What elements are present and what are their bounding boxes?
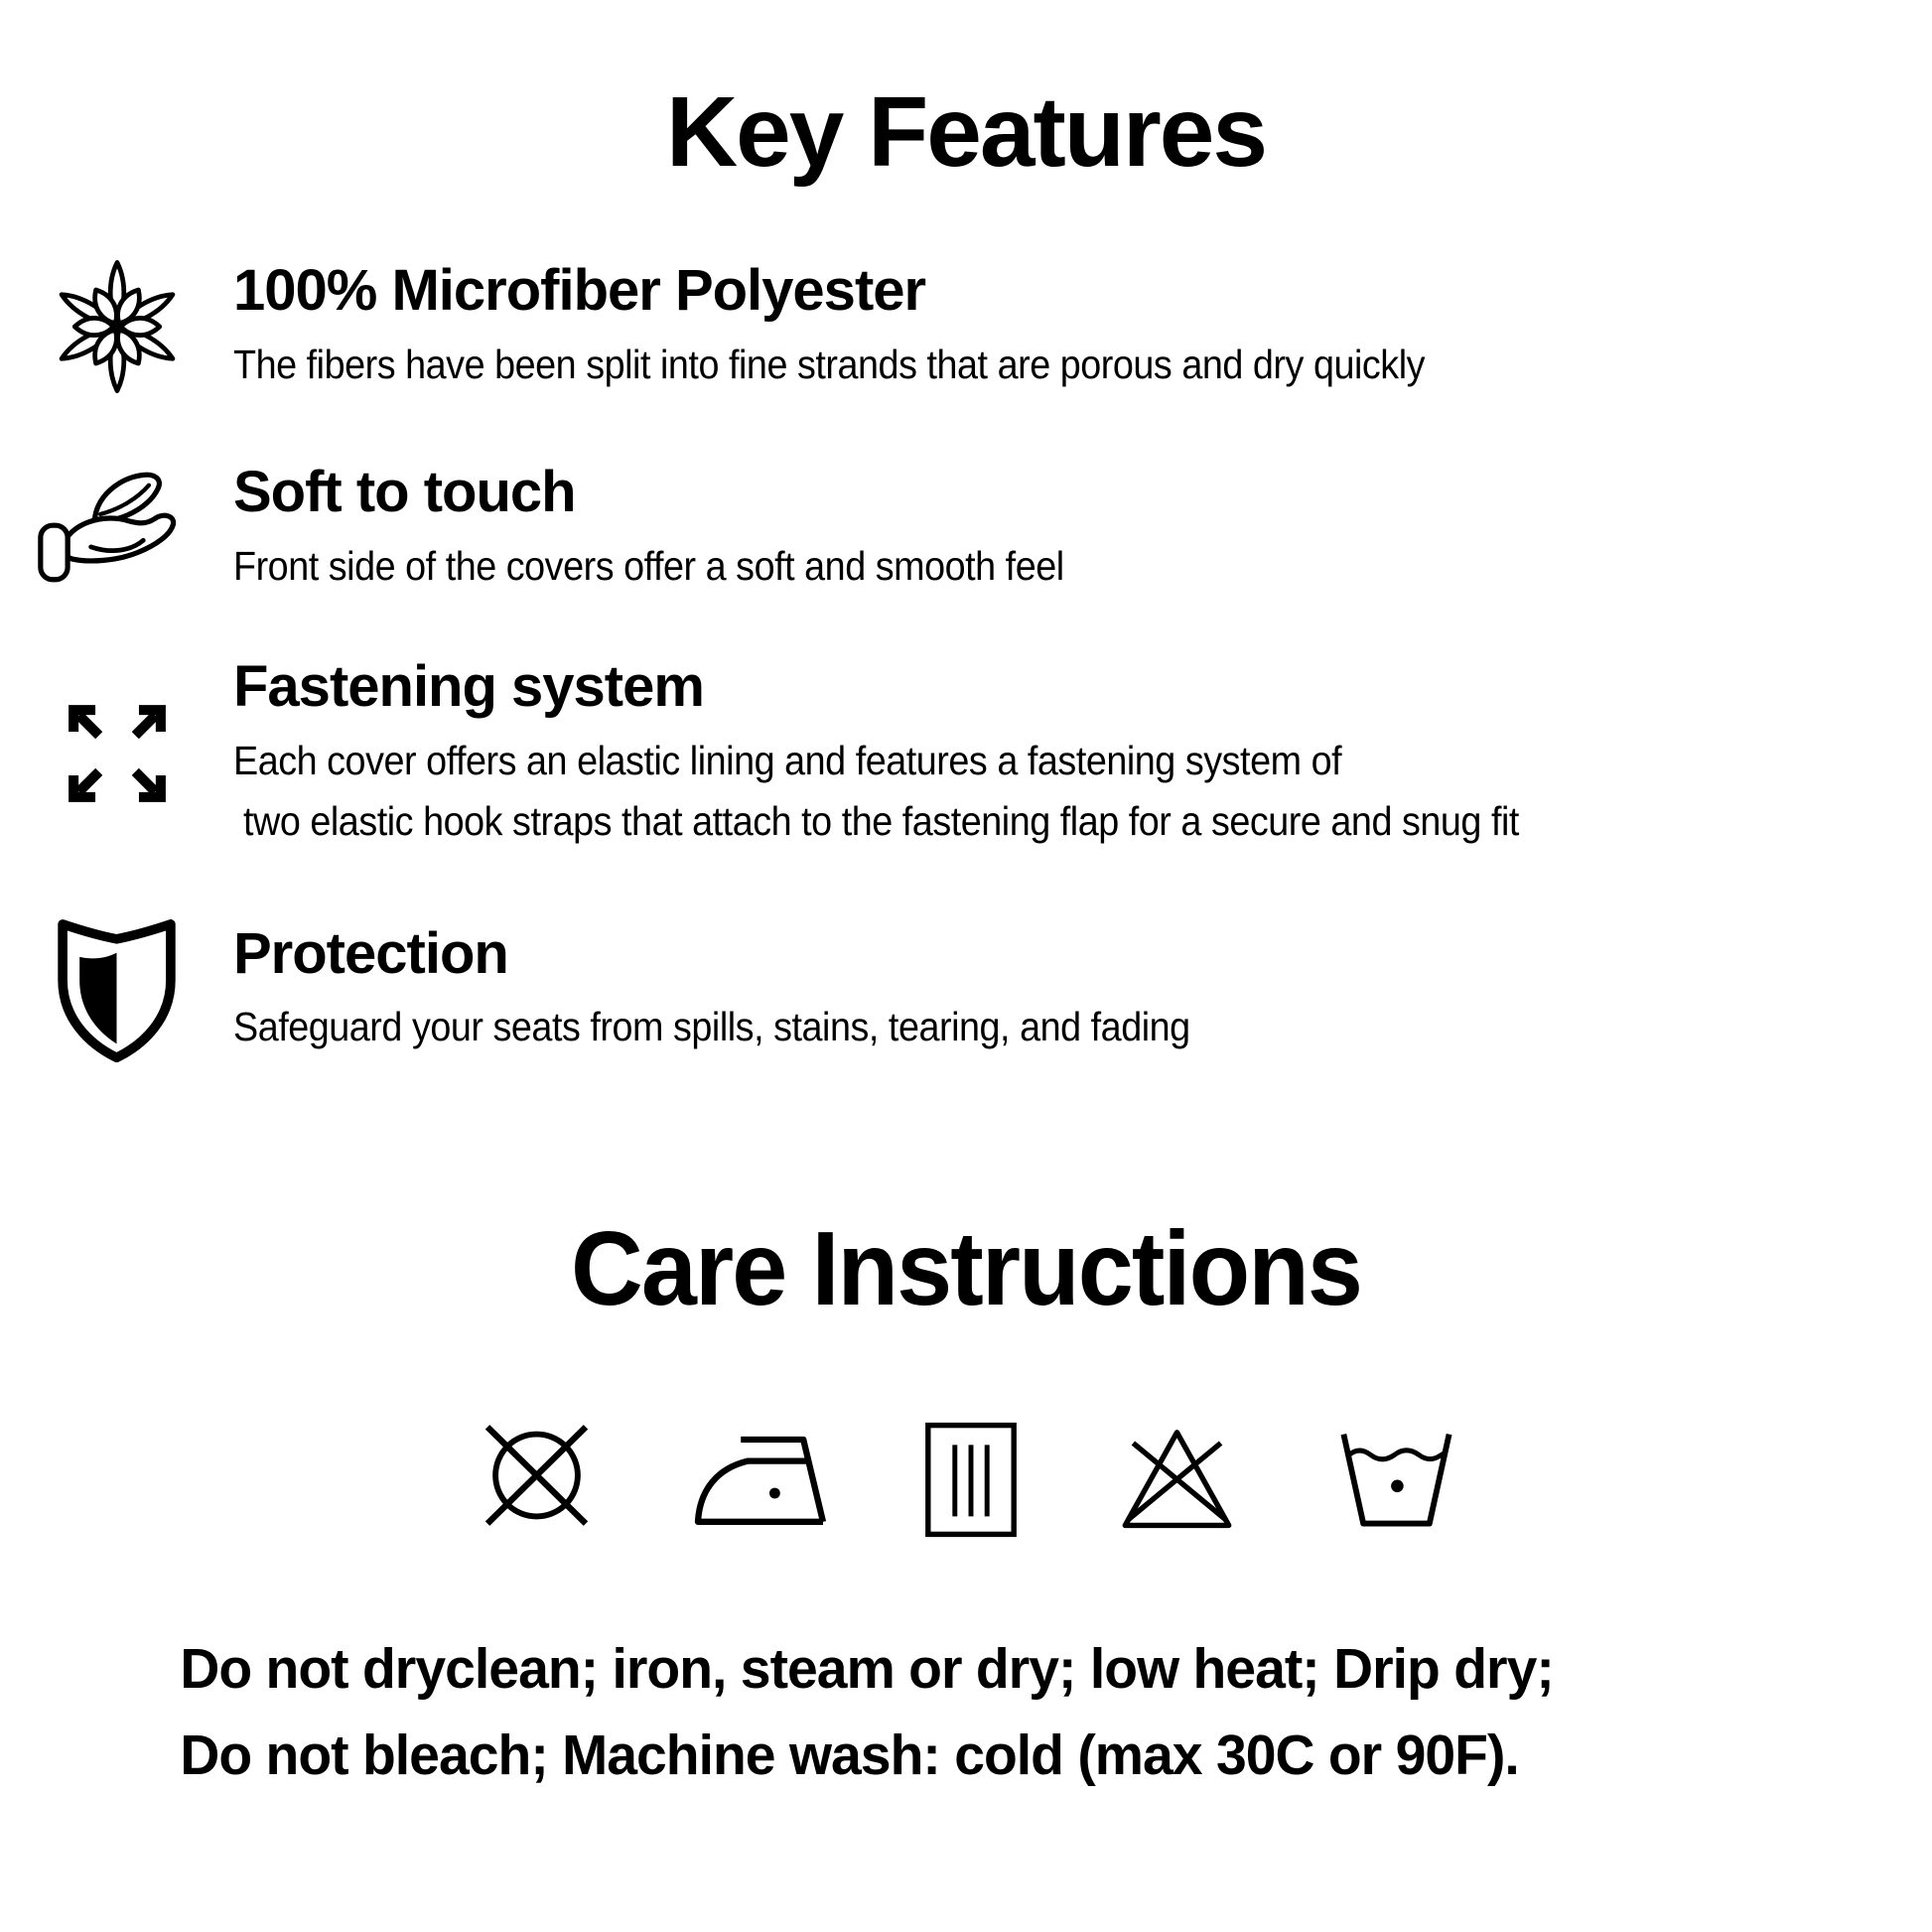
microfiber-icon [0,251,233,402]
feature-text-soft-touch [233,460,1932,597]
feature-row-fastening [0,654,1932,853]
machine-wash-cold-icon [1329,1413,1463,1547]
care-instructions-text [0,1626,1874,1798]
care-instructions-title: Care Instructions [571,1209,1361,1327]
feature-row-soft-touch [0,460,1932,597]
key-features-list [0,251,1932,1069]
feature-description: Front side of the covers offer a soft and smooth feel [233,542,1064,589]
do-not-dryclean-icon [470,1413,604,1547]
feature-row-microfiber [0,251,1932,402]
care-symbols-row [0,1413,1932,1547]
iron-low-heat-icon [689,1413,832,1547]
feature-text-fastening [233,654,1932,853]
shield-icon [0,910,233,1069]
care-text-line: Do not dryclean; iron, steam or dry; low heat; Drip dry; [180,1636,1554,1701]
do-not-bleach-icon [1110,1413,1244,1547]
feature-description: The fibers have been split into fine strands that are porous and dry quickly [233,341,1426,387]
feature-description: Each cover offers an elastic lining and features a fastening system of [233,737,1342,783]
feature-text-protection [233,921,1932,1058]
feature-heading: 100% Microfiber Polyester [233,257,926,323]
feature-description: two elastic hook straps that attach to the fastening flap for a secure and snug fit [233,798,1519,845]
feature-description: Safeguard your seats from spills, stains, tearing, and fading [233,1004,1190,1050]
feature-text-microfiber [233,258,1932,395]
feature-row-protection [0,910,1932,1069]
expand-arrows-icon [0,690,233,817]
soft-touch-icon [0,466,233,592]
key-features-title: Key Features [665,76,1267,188]
feature-heading: Soft to touch [233,460,576,524]
care-text-line: Do not bleach; Machine wash: cold (max 30C or 90F). [180,1723,1519,1787]
feature-heading: Fastening system [233,654,704,720]
drip-dry-icon [917,1413,1025,1547]
feature-heading: Protection [233,920,508,986]
